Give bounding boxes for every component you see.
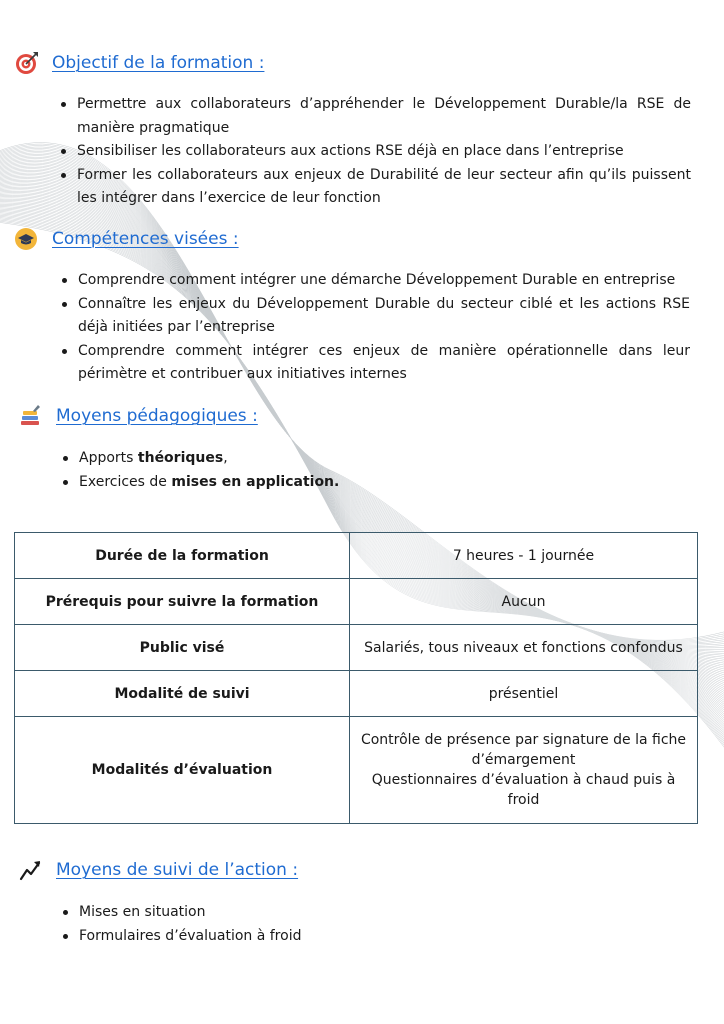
table-row bbox=[15, 671, 698, 717]
competences-list bbox=[62, 269, 690, 387]
list-item: Mises en situation bbox=[63, 901, 663, 925]
section-title-suivi[interactable]: Moyens de suivi de l’action : bbox=[56, 860, 299, 880]
table-value-line: froid bbox=[507, 792, 540, 808]
list-item: Sensibiliser les collaborateurs aux actions RSE déjà en place dans l’entreprise bbox=[61, 140, 691, 164]
table-value-cell: présentiel bbox=[350, 671, 698, 717]
table-value-line: Questionnaires d’évaluation à chaud puis à bbox=[371, 772, 676, 788]
objectif-list bbox=[61, 93, 691, 211]
list-item: Former les collaborateurs aux enjeux de Durabilité de leur secteur afin qu’ils puissent les intégrer dans l’exercice de leur fonction bbox=[61, 164, 691, 211]
formation-info-table bbox=[14, 532, 698, 824]
section-title-objectif[interactable]: Objectif de la formation : bbox=[52, 53, 265, 73]
table-label-cell: Modalités d’évaluation bbox=[15, 717, 350, 824]
table-row bbox=[15, 533, 698, 579]
graduation-cap-icon bbox=[14, 226, 40, 252]
table-value-line: Contrôle de présence par signature de la fiche bbox=[360, 732, 687, 748]
list-item: Comprendre comment intégrer ces enjeux de manière opérationnelle dans leur périmètre et contribuer aux initiatives internes bbox=[62, 340, 690, 387]
section-title-moyens-pedagogiques[interactable]: Moyens pédagogiques : bbox=[56, 406, 258, 426]
list-item: Exercices de mises en application. bbox=[63, 471, 663, 495]
table-row bbox=[15, 579, 698, 625]
section-title-competences[interactable]: Compétences visées : bbox=[52, 229, 239, 249]
table-value-cell bbox=[350, 717, 698, 824]
list-item: Apports théoriques, bbox=[63, 447, 663, 471]
section-heading-suivi bbox=[18, 857, 298, 883]
list-item: Permettre aux collaborateurs d’appréhender le Développement Durable/la RSE de manière pragmatique bbox=[61, 93, 691, 140]
table-value-cell: Aucun bbox=[350, 579, 698, 625]
table-label-cell: Public visé bbox=[15, 625, 350, 671]
table-value-cell: 7 heures - 1 journée bbox=[350, 533, 698, 579]
table-label-cell: Durée de la formation bbox=[15, 533, 350, 579]
table-value-cell: Salariés, tous niveaux et fonctions confondus bbox=[350, 625, 698, 671]
list-item: Comprendre comment intégrer une démarche Développement Durable en entreprise bbox=[62, 269, 690, 293]
target-icon bbox=[14, 50, 40, 76]
table-value-line: d’émargement bbox=[471, 752, 576, 768]
table-row bbox=[15, 625, 698, 671]
section-heading-moyens-pedagogiques bbox=[18, 403, 258, 429]
list-item: Formulaires d’évaluation à froid bbox=[63, 925, 663, 949]
books-icon bbox=[18, 403, 44, 429]
moyens-pedagogiques-list bbox=[63, 447, 663, 494]
section-heading-objectif bbox=[14, 50, 264, 76]
trend-arrow-icon bbox=[18, 857, 44, 883]
section-heading-competences bbox=[14, 226, 239, 252]
suivi-list bbox=[63, 901, 663, 948]
table-label-cell: Modalité de suivi bbox=[15, 671, 350, 717]
table-row bbox=[15, 717, 698, 824]
list-item: Connaître les enjeux du Développement Durable du secteur ciblé et les actions RSE déjà initiées par l’entreprise bbox=[62, 293, 690, 340]
table-label-cell: Prérequis pour suivre la formation bbox=[15, 579, 350, 625]
